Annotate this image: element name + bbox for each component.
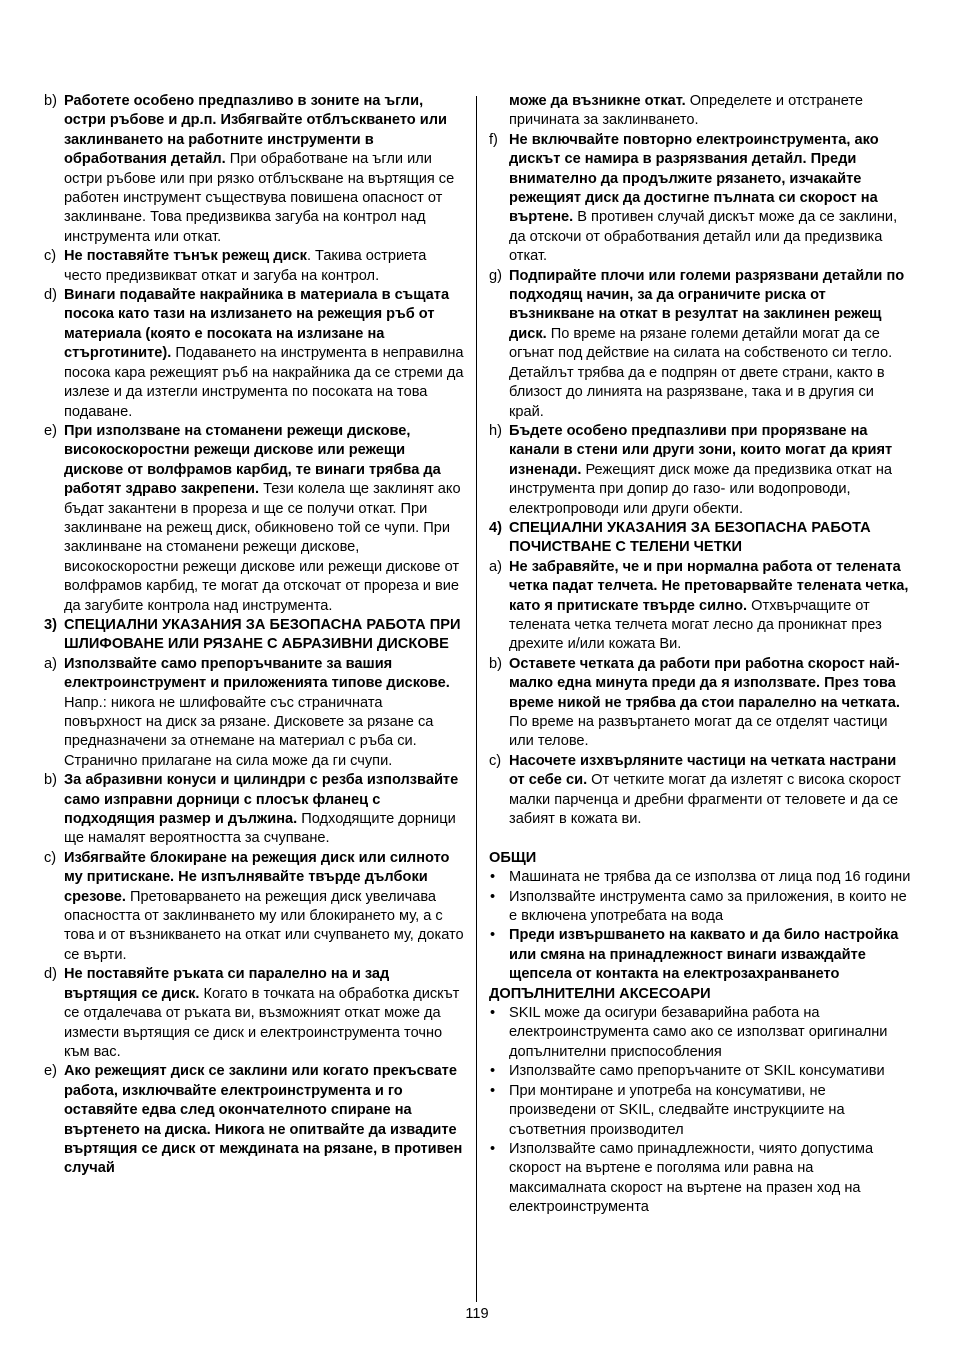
list-item bbox=[489, 752, 911, 830]
list-item bbox=[489, 422, 911, 519]
item-text: Претоварването на режещия диск увеличава опасността от заклинването му или блокирането му, а с това и от възникването на откат или счупването му, докато се върти. bbox=[64, 888, 464, 963]
list-item bbox=[44, 771, 464, 849]
item-marker: b) bbox=[489, 655, 502, 672]
accessories-bullets bbox=[489, 1004, 911, 1217]
bullet-marker: • bbox=[490, 927, 496, 944]
item-marker: c) bbox=[44, 849, 57, 866]
column-divider bbox=[476, 96, 477, 1302]
right-items-f-h bbox=[489, 131, 911, 519]
section-4-heading bbox=[489, 519, 911, 558]
item-marker: e) bbox=[44, 422, 57, 439]
section-3-heading bbox=[44, 616, 464, 655]
item-bold-text: За абразивни конуси и цилиндри с резба използвайте само изправни дорници с плосък фланец с подходящия размер и дължина. bbox=[64, 772, 459, 828]
section-3-marker: 3) bbox=[44, 616, 57, 633]
bullet-item bbox=[489, 1004, 911, 1062]
item-text: Използвайте само принадлежности, чиято допустима скорост на въртене е поголяма или равна на максималната скорост на въртене на празен ход на електроинструмента bbox=[509, 1140, 874, 1216]
item-bold-text: Преди извършването на каквато и да било настройка или смяна на принадлежност винаги изваждайте щепсела от контакта на електрозахранването bbox=[509, 927, 899, 983]
item-bold-text: Не забравяйте, че и при нормална работа от телената четка падат телчета. Не претоварвайте телената четка, като я притискате твърде силно. bbox=[509, 558, 909, 614]
bullet-item bbox=[489, 1062, 911, 1081]
item-bold-text: Избягвайте блокиране на режещия диск или силното му притискане. Не изпълнявайте твърде дълбоки срезове. bbox=[64, 849, 450, 905]
continued-bold: може да възникне откат. bbox=[509, 93, 686, 109]
list-item bbox=[489, 655, 911, 752]
item-bold-text: Работете особено предпазливо в зоните на ъгли, остри ръбове и др.п. Избягвайте отблъскването или заклинването на работните инструменти в обработвания детайл. bbox=[64, 93, 447, 168]
item-text: Подаването на инструмента в неправилна посока кара режещият ръб на накрайника да се стреми да излезе и да изтегли инструмента по посоката на това подаване. bbox=[64, 345, 464, 420]
item-text: В противен случай дискът може да се заклини, да отскочи от обработвания детайл или да предизвика откат. bbox=[509, 209, 898, 265]
bullet-item bbox=[489, 868, 911, 887]
item-bold-text: Не поставяйте тънък режещ диск bbox=[64, 248, 307, 265]
item-bold-text: При използване на стоманени режещи дискове, високоскоростни режещи дискове или режещи дискове от волфрамов карбид, те винаги трябва да работят здраво закрепени. bbox=[64, 422, 441, 498]
item-text: Подходящите дорници ще намалят вероятността за счупване. bbox=[64, 811, 456, 847]
left-items-top bbox=[44, 92, 464, 616]
item-bold-text: Насочете изхвърляните частици на четката настрани от себе си. bbox=[509, 752, 897, 789]
list-item bbox=[44, 92, 464, 247]
accessories-heading: ДОПЪЛНИТЕЛНИ АКСЕСОАРИ bbox=[489, 985, 711, 1002]
item-marker: d) bbox=[44, 966, 57, 983]
bullet-item bbox=[489, 888, 911, 927]
bullet-marker: • bbox=[490, 1082, 496, 1099]
left-column bbox=[44, 92, 464, 1179]
continued-paragraph bbox=[489, 92, 911, 131]
general-bullets bbox=[489, 868, 911, 984]
item-text: Машината не трябва да се използва от лица под 16 години bbox=[509, 869, 911, 886]
item-text: Когато в точката на обработка дискът се отдалечава от ръката ви, възможният откат може да измести въртящия се диск и електроинструмента точно към вас. bbox=[64, 985, 460, 1060]
item-marker: e) bbox=[44, 1063, 57, 1080]
item-text: Използвайте инструмента само за приложения, в които не е включена употребата на вода bbox=[509, 888, 907, 925]
item-marker: h) bbox=[489, 422, 502, 439]
item-marker: f) bbox=[489, 131, 498, 148]
list-item bbox=[44, 422, 464, 616]
list-item bbox=[489, 558, 911, 655]
page-number: 119 bbox=[465, 1306, 489, 1322]
item-text: Тези колела ще заклинят ако бъдат закантени в прореза и ще се получи откат. При заклинване на режещ диск, обикновено той се чупи. При заклинване на стоманени режещи дискове, високоскоростни режещи дискове или режещи дискове от волфрамов карбид, те могат да отскочат от прореза и вие да загубите контрола над инструмента. bbox=[64, 481, 461, 614]
item-bold-text: Бъдете особено предпазливи при прорязване на канали в стени или други зони, които могат да крият изненади. bbox=[509, 422, 893, 478]
list-item bbox=[44, 1062, 464, 1178]
item-bold-text: Не включвайте повторно електроинструмента, ако дискът се намира в разрязвания детайл. Преди внимателно да продължите рязането, изчакайте режещият диск да достигне пълната си скорост на въртене. bbox=[509, 131, 879, 226]
item-bold-text: Не поставяйте ръката си паралелно на и зад въртящия се диск. bbox=[64, 966, 390, 1002]
list-item bbox=[44, 965, 464, 1062]
item-text: Режещият диск може да предизвика откат на инструмента при допир до газо- или водопроводи, електропроводи или други обекти. bbox=[509, 461, 893, 517]
bullet-marker: • bbox=[490, 1140, 496, 1157]
general-heading: ОБЩИ bbox=[489, 849, 537, 866]
item-marker: b) bbox=[44, 93, 57, 109]
item-bold-text: Използвайте само препоръчваните за вашия електроинструмент и приложенията типове дискове. bbox=[64, 655, 450, 692]
item-text: Използвайте само препоръчаните от SKIL консумативи bbox=[509, 1063, 885, 1080]
list-item bbox=[44, 286, 464, 422]
item-marker: c) bbox=[489, 752, 502, 769]
bullet-marker: • bbox=[490, 1005, 496, 1022]
list-item bbox=[44, 247, 464, 286]
section-3-title: СПЕЦИАЛНИ УКАЗАНИЯ ЗА БЕЗОПАСНА РАБОТА ПРИ ШЛИФОВАНЕ ИЛИ РЯЗАНЕ С АБРАЗИВНИ ДИСКОВЕ bbox=[64, 616, 461, 653]
item-bold-text: Винаги подавайте накрайника в материала в същата посока като тази на излизането на режещия ръб от материала (която е посоката на излизане на стърготините). bbox=[64, 287, 450, 362]
section-4-title: СПЕЦИАЛНИ УКАЗАНИЯ ЗА БЕЗОПАСНА РАБОТА ПОЧИСТВАНЕ С ТЕЛЕНИ ЧЕТКИ bbox=[509, 519, 871, 556]
item-marker: g) bbox=[489, 267, 502, 284]
section-4-marker: 4) bbox=[489, 519, 502, 536]
list-item bbox=[489, 267, 911, 422]
bullet-marker: • bbox=[490, 1063, 496, 1080]
item-text: . Такива остриета често предизвикват откат и загуба на контрол. bbox=[64, 248, 427, 284]
item-text: От четките могат да излетят с висока скорост малки парченца и дребни фрагменти от теловете и да се забият в кожата ви. bbox=[509, 772, 901, 828]
item-bold-text: Подпирайте плочи или големи разрязвани детайли по подходящ начин, за да ограничите риска от възникване на откат в резултат на заклинен режещ диск. bbox=[509, 267, 905, 342]
list-item bbox=[489, 131, 911, 267]
section-4-items bbox=[489, 558, 911, 830]
item-marker: a) bbox=[489, 558, 502, 575]
bullet-item bbox=[489, 1140, 911, 1218]
item-marker: a) bbox=[44, 655, 57, 672]
item-marker: d) bbox=[44, 287, 57, 304]
continued-text: Определете и отстранете причината за заклинването. bbox=[509, 93, 863, 129]
item-text: SKIL може да осигури безаварийна работа на електроинструмента само ако се използват оригинални допълнителни приспособления bbox=[509, 1005, 888, 1060]
item-text: При монтиране и употреба на консумативи, не произведени от SKIL, следвайте инструкциите на съответния производител bbox=[509, 1082, 845, 1138]
list-item bbox=[44, 849, 464, 965]
section-3-items bbox=[44, 655, 464, 1179]
bullet-item bbox=[489, 926, 911, 984]
list-item bbox=[44, 655, 464, 771]
item-bold-text: Оставете четката да работи при работна скорост най-малко една минута преди да я използвате. През това време никой не трябва да стои паралелно на четката. bbox=[509, 655, 900, 711]
item-text: При обработване на ъгли или остри ръбове или при рязко отблъскване на въртящия се работен инструмент съществува повишена опасност от заклинване. Това предизвиква загуба на контрол над инструмента или откат. bbox=[64, 151, 455, 245]
bullet-marker: • bbox=[490, 888, 496, 905]
item-text: Отхвърчащите от телената четка телчета могат лесно да проникнат през дрехите и/или кожата Ви. bbox=[509, 597, 882, 653]
bullet-item bbox=[489, 1082, 911, 1140]
item-marker: c) bbox=[44, 248, 57, 265]
item-text: По време на развъртането могат да се отделят частици или телове. bbox=[509, 714, 888, 750]
bullet-marker: • bbox=[490, 869, 496, 886]
item-bold-text: Ако режещият диск се заклини или когато прекъсвате работа, изключвайте електроинструмента и го оставяйте едва след окончателното спиране на въртенето на диска. Никога не опитвайте да извадите въртящия се диск от междината на рязане, в противен случай bbox=[64, 1063, 463, 1177]
item-marker: b) bbox=[44, 772, 57, 789]
item-text: По време на рязане големи детайли могат да се огънат под действие на силата на собственото си тегло. Детайлът трябва да е подпрян от двете страни, както в близост до линията на разрязване, така и в другия си край. bbox=[509, 325, 893, 420]
item-text: Напр.: никога не шлифовайте със страничната повърхност на диск за рязане. Дисковете за рязане са предназначени за отнемане на материал с ръба си. Странично прилагане на сила може да ги счупи. bbox=[64, 694, 434, 769]
right-column bbox=[489, 92, 911, 1218]
